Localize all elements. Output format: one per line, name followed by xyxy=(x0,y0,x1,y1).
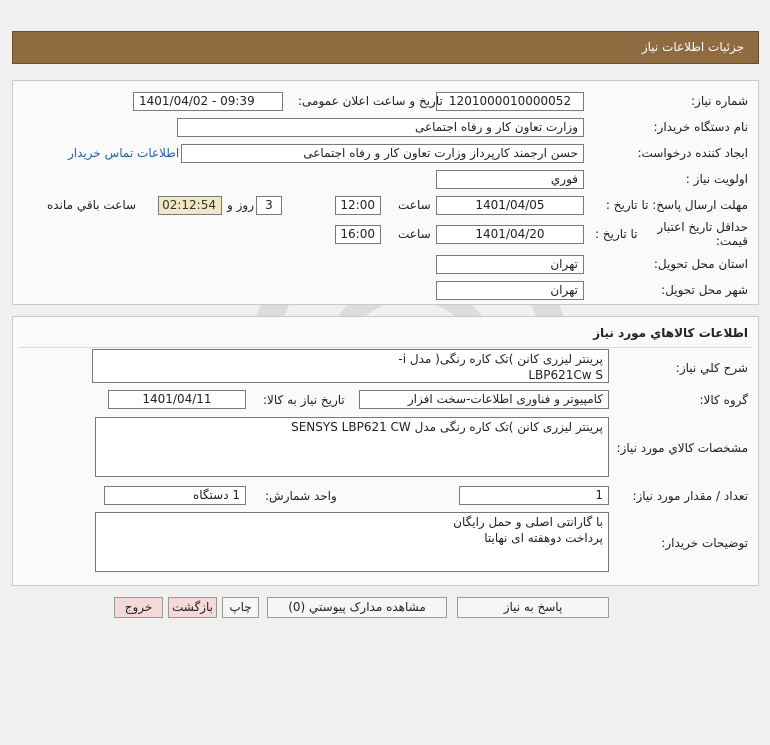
priority-field: فوري xyxy=(436,170,584,189)
reply-button[interactable]: پاسخ به نياز xyxy=(457,597,609,618)
validity-label-1: حداقل تاريخ اعتبار xyxy=(657,220,748,234)
buyer-org-field: وزارت تعاون کار و رفاه اجتماعی xyxy=(177,118,584,137)
remaining-label: ساعت باقي مانده xyxy=(47,198,137,212)
validity-time-label: ساعت xyxy=(398,227,431,241)
back-button[interactable]: بازگشت xyxy=(168,597,217,618)
exit-button[interactable]: خروج xyxy=(114,597,163,618)
deadline-label: مهلت ارسال پاسخ: تا تاريخ : xyxy=(605,198,748,212)
view-documents-button[interactable]: مشاهده مدارک پيوستي (0) xyxy=(267,597,447,618)
need-date-field: 1401/04/11 xyxy=(108,390,246,409)
creator-label: ايجاد کننده درخواست: xyxy=(637,146,748,160)
buyer-org-label: نام دستگاه خريدار: xyxy=(653,120,748,134)
buyer-notes-label: توضيحات خريدار: xyxy=(661,536,748,550)
deadline-time-label: ساعت xyxy=(398,198,431,212)
city-label: شهر محل تحويل: xyxy=(661,283,748,297)
validity-time-field: 16:00 xyxy=(335,225,381,244)
priority-label: اولويت نياز : xyxy=(685,172,748,186)
page-title: جزئيات اطلاعات نياز xyxy=(641,40,744,54)
unit-label: واحد شمارش: xyxy=(265,489,337,503)
city-field: تهران xyxy=(436,281,584,300)
notes-line-2: پرداخت دوهفته ای نهايتا xyxy=(484,531,603,545)
province-label: استان محل تحويل: xyxy=(653,257,748,271)
days-label: روز و xyxy=(227,198,254,212)
need-number-label: شماره نياز: xyxy=(691,94,748,108)
goods-group-field: کامپيوتر و فناوری اطلاعات-سخت افزار xyxy=(359,390,609,409)
specs-label: مشخصات کالاي مورد نياز: xyxy=(616,441,748,455)
summary-line-2: LBP621Cw S xyxy=(528,368,603,382)
remaining-time-field: 02:12:54 xyxy=(158,196,222,215)
deadline-date-field: 1401/04/05 xyxy=(436,196,584,215)
need-date-label: تاريخ نياز به کالا: xyxy=(263,393,345,407)
notes-line-1: با گارانتی اصلی و حمل رايگان xyxy=(453,515,603,529)
print-button[interactable]: چاپ xyxy=(222,597,259,618)
announce-date-field: 1401/04/02 - 09:39 xyxy=(133,92,283,111)
section-divider xyxy=(19,347,752,348)
validity-date-field: 1401/04/20 xyxy=(436,225,584,244)
quantity-field: 1 xyxy=(459,486,609,505)
buyer-notes-field xyxy=(95,512,609,572)
validity-label-2: قيمت: xyxy=(715,234,748,248)
goods-info-panel xyxy=(12,316,759,586)
need-number-field: 1201000010000052 xyxy=(436,92,584,111)
quantity-label: تعداد / مقدار مورد نياز: xyxy=(632,489,748,503)
validity-to-label: تا تاريخ : xyxy=(595,227,638,241)
announce-date-label: تاريخ و ساعت اعلان عمومی: xyxy=(298,94,443,108)
summary-field xyxy=(92,349,609,383)
goods-section-title: اطلاعات کالاهاي مورد نياز xyxy=(593,326,748,340)
deadline-time-field: 12:00 xyxy=(335,196,381,215)
days-remaining-field: 3 xyxy=(256,196,282,215)
specs-field: پرينتر ليزری کانن )تک کاره رنگی مدل SENSYS LBP621 CW xyxy=(95,417,609,477)
goods-group-label: گروه کالا: xyxy=(699,393,748,407)
summary-label: شرح کلي نياز: xyxy=(675,361,748,375)
buyer-contact-link[interactable]: اطلاعات تماس خريدار xyxy=(68,146,180,160)
need-info-panel xyxy=(12,80,759,305)
summary-line-1: پرينتر ليزری کانن )تک کاره رنگی( مدل i- xyxy=(398,352,603,366)
province-field: تهران xyxy=(436,255,584,274)
creator-field: حسن ارجمند کارپرداز وزارت تعاون کار و رفاه اجتماعی xyxy=(181,144,584,163)
unit-field: 1 دستگاه xyxy=(104,486,246,505)
page-header xyxy=(12,31,759,64)
